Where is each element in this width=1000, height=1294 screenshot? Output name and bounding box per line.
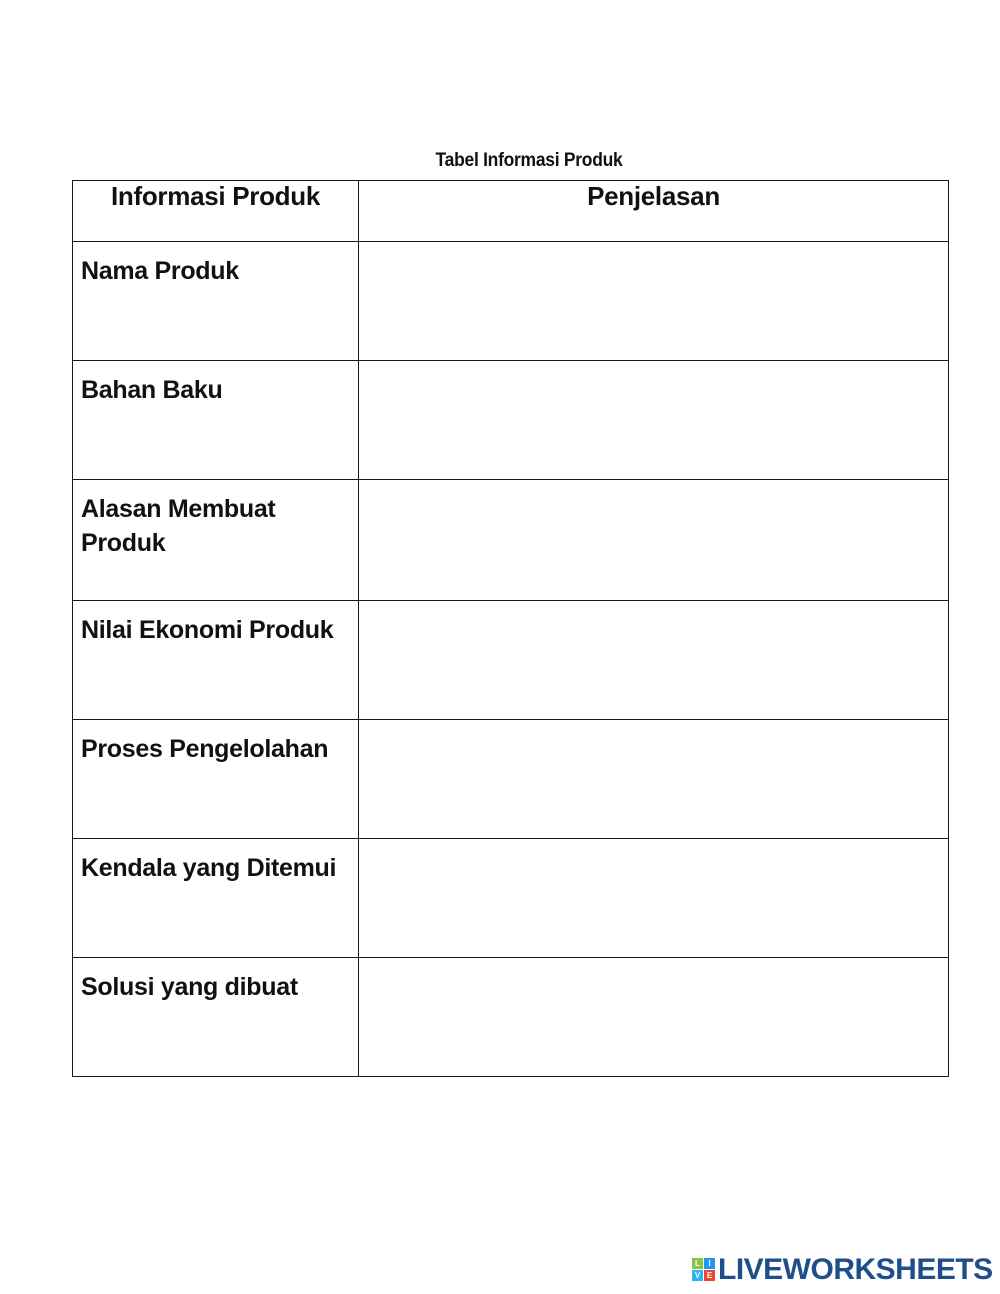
- liveworksheets-mark-icon: [692, 1258, 716, 1282]
- table-row: [73, 958, 949, 1077]
- row-label-proses-pengelolahan: Proses Pengelolahan: [73, 720, 359, 839]
- answer-cell-alasan-membuat-produk[interactable]: [359, 480, 949, 601]
- answer-cell-nama-produk[interactable]: [359, 242, 949, 361]
- row-label-kendala-yang-ditemui: Kendala yang Ditemui: [73, 839, 359, 958]
- row-label-alasan-membuat-produk: Alasan Membuat Produk: [73, 480, 359, 601]
- liveworksheets-wordmark: LIVEWORKSHEETS: [718, 1253, 993, 1286]
- table-row: [73, 480, 949, 601]
- mark-letter: V: [692, 1270, 703, 1281]
- table-row: [73, 839, 949, 958]
- table-header-row: [73, 181, 949, 242]
- mark-letter: L: [692, 1258, 703, 1269]
- answer-cell-solusi-yang-dibuat[interactable]: [359, 958, 949, 1077]
- row-label-nama-produk: Nama Produk: [73, 242, 359, 361]
- table-row: [73, 242, 949, 361]
- table-row: [73, 601, 949, 720]
- row-label-bahan-baku: Bahan Baku: [73, 361, 359, 480]
- mark-letter: I: [704, 1258, 715, 1269]
- product-info-table: [72, 180, 949, 1077]
- page-title: Tabel Informasi Produk: [435, 150, 623, 171]
- row-label-nilai-ekonomi-produk: Nilai Ekonomi Produk: [73, 601, 359, 720]
- row-label-solusi-yang-dibuat: Solusi yang dibuat: [73, 958, 359, 1077]
- liveworksheets-logo: [692, 1255, 993, 1285]
- table-row: [73, 720, 949, 839]
- header-informasi-produk: Informasi Produk: [73, 181, 359, 242]
- answer-cell-nilai-ekonomi-produk[interactable]: [359, 601, 949, 720]
- answer-cell-bahan-baku[interactable]: [359, 361, 949, 480]
- header-penjelasan: Penjelasan: [359, 181, 949, 242]
- mark-letter: E: [704, 1270, 715, 1281]
- answer-cell-kendala-yang-ditemui[interactable]: [359, 839, 949, 958]
- table-row: [73, 361, 949, 480]
- answer-cell-proses-pengelolahan[interactable]: [359, 720, 949, 839]
